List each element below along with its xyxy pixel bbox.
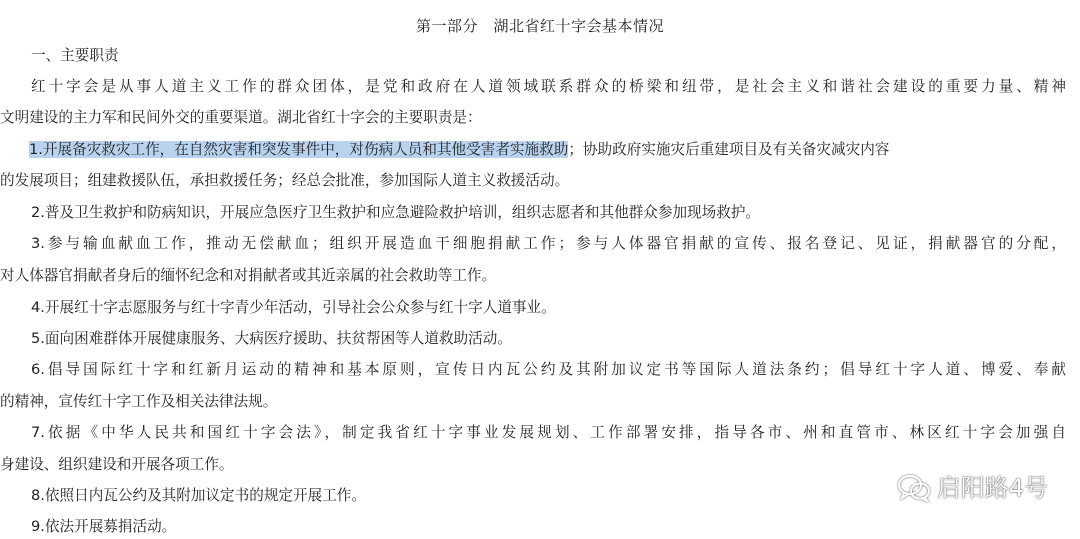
wechat-icon [897,473,931,503]
watermark [897,473,1048,503]
document-title: 第一部分 湖北省红十字会基本情况 [415,17,664,35]
intro-line-2: 文明建设的主力军和民间外交的重要渠道。湖北省红十字会的主要职责是： [0,109,482,126]
duty-item-4: 4.开展红十字志愿服务与红十字青少年活动，引导社会公众参与红十字人道事业。 [31,299,556,316]
duty-item-7-line-1: 7.依据《中华人民共和国红十字会法》，制定我省红十字事业发展规划、工作部署安排，指导各市、州和直管市、林区红十字会加强自 [31,424,1066,441]
watermark-text: 启阳路4号 [936,474,1048,502]
intro-line-1: 红十字会是从事人道主义工作的群众团体，是党和政府在人道领域联系群众的桥梁和纽带，是社会主义和谐社会建设的重要力量、精神 [31,78,1066,95]
duty-item-2: 2.普及卫生救护和防病知识，开展应急医疗卫生救护和应急避险救护培训，组织志愿者和其他群众参加现场救护。 [31,204,761,221]
duty-item-1-line-1 [29,138,889,162]
duty-item-9: 9.依法开展募捐活动。 [31,518,177,535]
duty-item-8: 8.依照日内瓦公约及其附加议定书的规定开展工作。 [31,487,366,504]
duty-item-3-line-2: 对人体器官捐献者身后的缅怀纪念和对捐献者或其近亲属的社会救助等工作。 [0,267,497,284]
duty-item-3-line-1: 3.参与输血献血工作，推动无偿献血；组织开展造血干细胞捐献工作；参与人体器官捐献的宣传、报名登记、见证，捐献器官的分配， [31,235,1066,252]
duty-item-7-line-2: 身建设、组织建设和开展各项工作。 [0,456,234,473]
section-heading: 一、主要职责 [31,47,119,64]
selected-text-highlight[interactable]: 1.开展备灾救灾工作，在自然灾害和突发事件中，对伤病人员和其他受害者实施救助 [29,141,569,158]
duty-item-1-line-2: 的发展项目；组建救援队伍，承担救援任务；经总会批准，参加国际人道主义救援活动。 [0,172,570,189]
duty-item-6-line-1: 6.倡导国际红十字和红新月运动的精神和基本原则，宣传日内瓦公约及其附加议定书等国际人道法条约；倡导红十字人道、博爱、奉献 [31,361,1066,378]
duty-item-5: 5.面向困难群体开展健康服务、大病医疗援助、扶贫帮困等人道救助活动。 [31,330,512,347]
duty-item-6-line-2: 的精神，宣传红十字工作及相关法律法规。 [0,393,278,410]
duty-item-1-rest: ；协助政府实施灾后重建项目及有关备灾减灾内容 [568,141,890,158]
